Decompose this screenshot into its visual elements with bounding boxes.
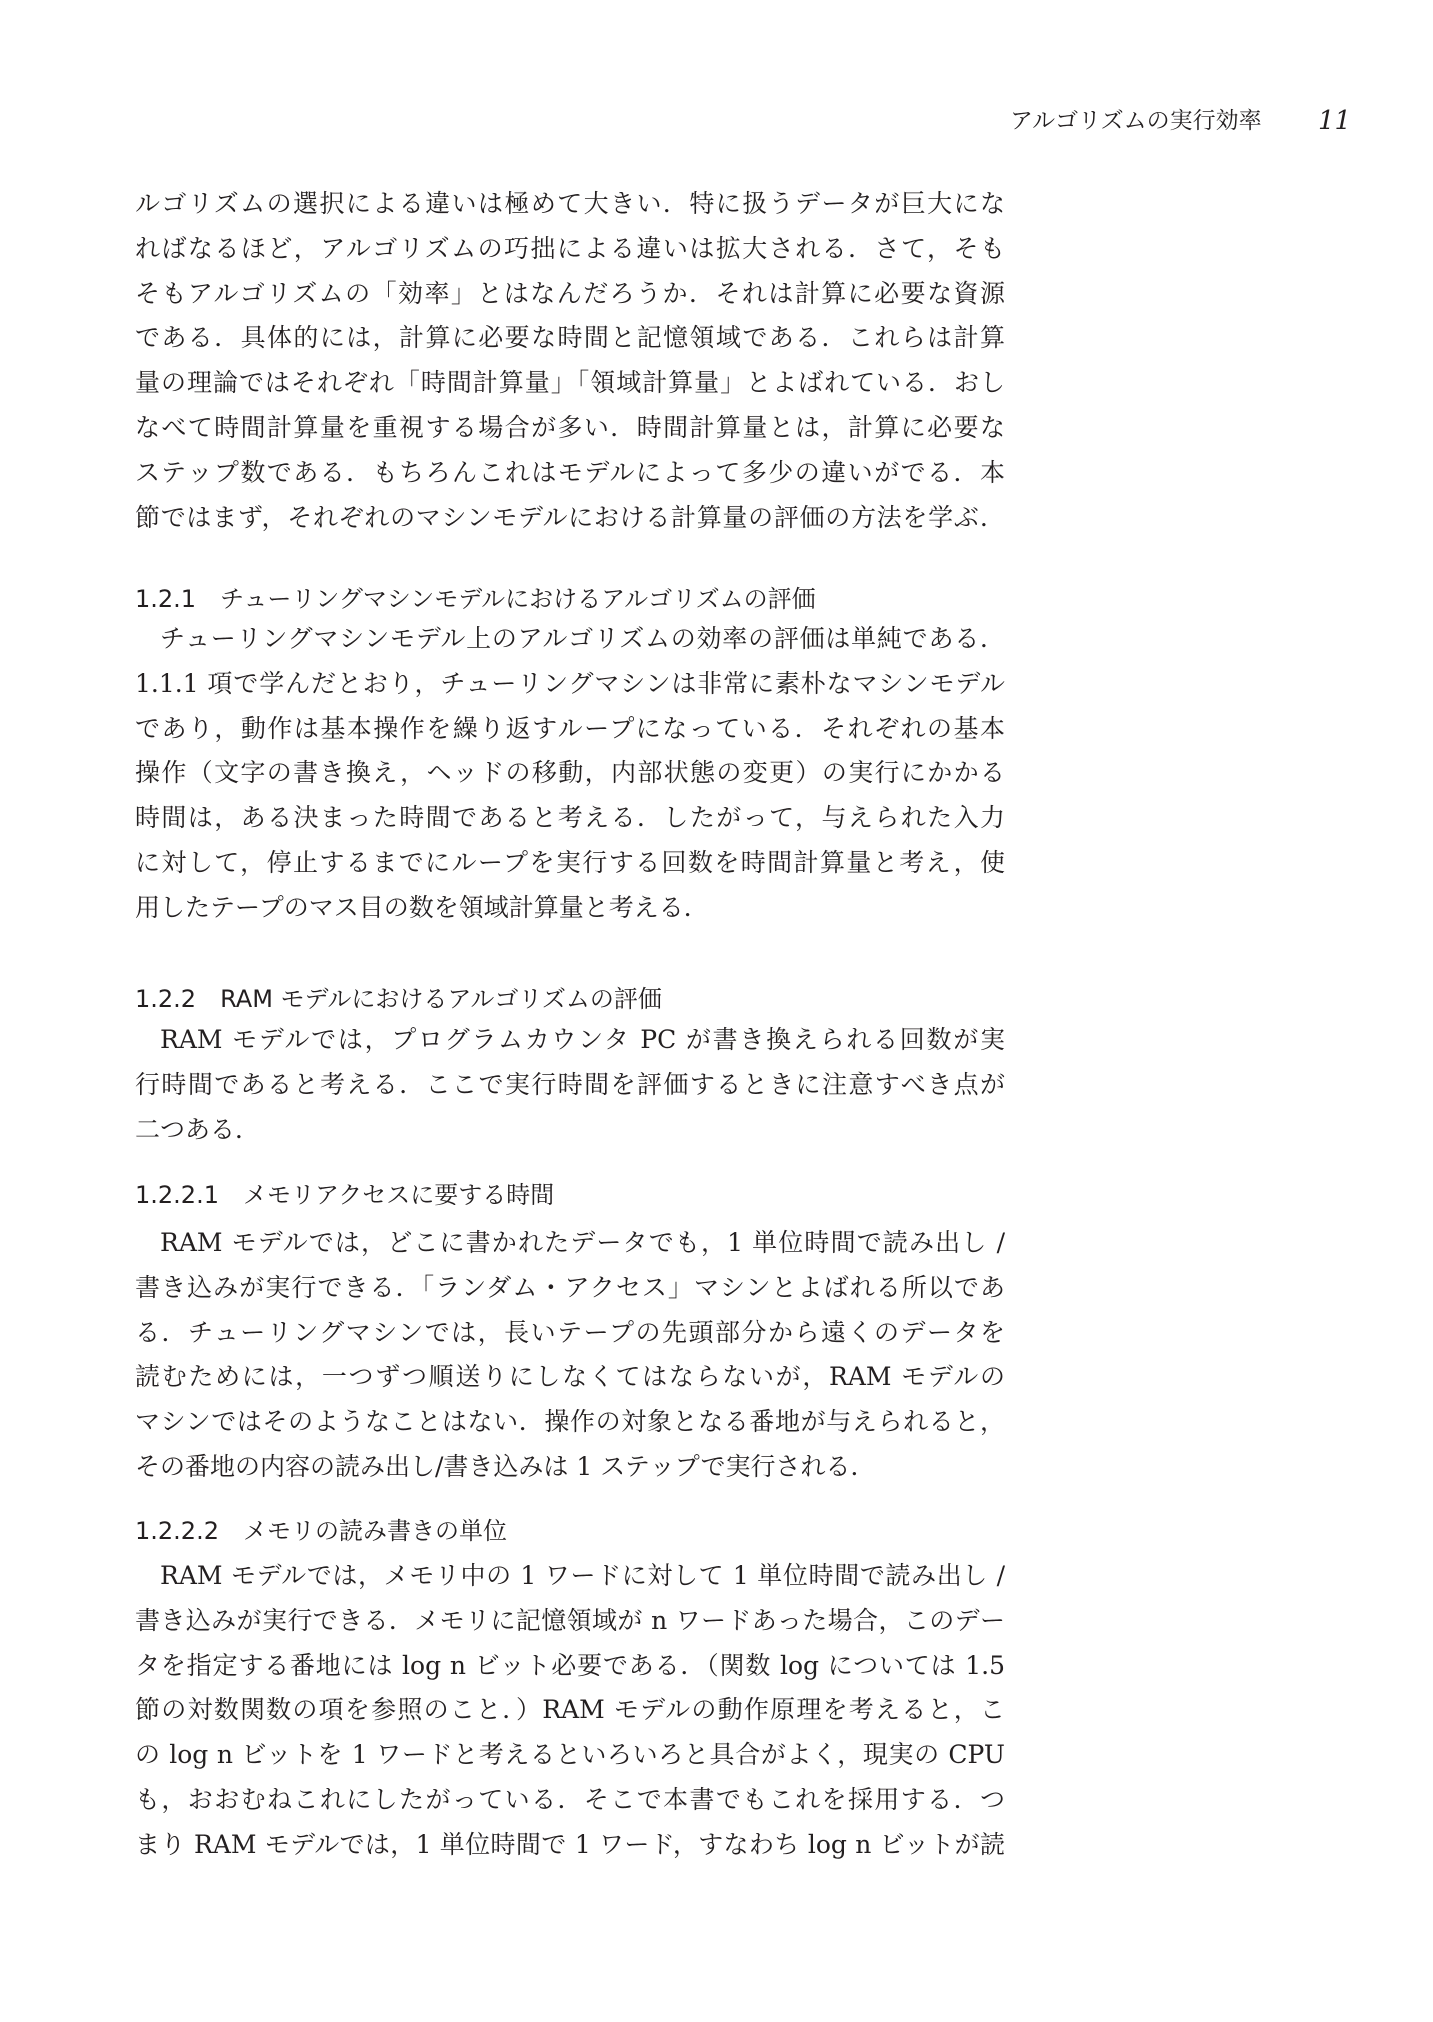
section-title: チューリングマシンモデルにおけるアルゴリズムの評価 <box>220 585 816 613</box>
section-number: 1.2.2.2 <box>135 1517 219 1545</box>
body-line: 操作（文字の書き換え，ヘッドの移動，内部状態の変更）の実行にかかる <box>135 758 1005 788</box>
body-line: マシンではそのようなことはない．操作の対象となる番地が与えられると， <box>135 1407 1005 1437</box>
section-heading-1-2-1 <box>135 577 1005 622</box>
body-line: に対して，停止するまでにループを実行する回数を時間計算量と考え，使 <box>135 847 1005 877</box>
section-title: RAM モデルにおけるアルゴリズムの評価 <box>220 985 662 1013</box>
body-line: 書き込みが実行できる．「ランダム・アクセス」マシンとよばれる所以であ <box>135 1272 1005 1302</box>
body-line: も，おおむねこれにしたがっている．そこで本書でもこれを採用する．つ <box>135 1784 1005 1814</box>
body-line: る．チューリングマシンでは，長いテープの先頭部分から遠くのデータを <box>135 1317 1005 1347</box>
body-line: まり RAM モデルでは，1 単位時間で 1 ワード，すなわち log n ビットが読 <box>135 1829 1005 1859</box>
body-line: 節ではまず，それぞれのマシンモデルにおける計算量の評価の方法を学ぶ． <box>135 502 1005 532</box>
page-number: 11 <box>1318 106 1352 136</box>
intro-paragraph <box>135 182 1005 540</box>
paragraph <box>135 1554 1005 1868</box>
section-number: 1.2.2.1 <box>135 1181 219 1209</box>
running-title: アルゴリズムの実行効率 <box>1010 108 1262 134</box>
body-line: 書き込みが実行できる．メモリに記憶領域が n ワードあった場合，このデー <box>135 1605 1005 1635</box>
body-line: RAM モデルでは，どこに書かれたデータでも，1 単位時間で読み出し / <box>160 1228 1005 1257</box>
body-line: である．具体的には，計算に必要な時間と記憶領域である．これらは計算 <box>135 323 1005 353</box>
body-line: チューリングマシンモデル上のアルゴリズムの効率の評価は単純である． <box>160 624 1005 653</box>
section-heading-1-2-2 <box>135 977 1005 1022</box>
body-line: 行時間であると考える．ここで実行時間を評価するときに注意すべき点が <box>135 1069 1005 1099</box>
body-line: 読むためには，一つずつ順送りにしなくてはならないが，RAM モデルの <box>135 1362 1005 1392</box>
body-line: RAM モデルでは，メモリ中の 1 ワードに対して 1 単位時間で読み出し / <box>160 1561 1005 1590</box>
paragraph <box>135 1018 1005 1152</box>
section-title: メモリの読み書きの単位 <box>242 1517 507 1545</box>
body-line: 節の対数関数の項を参照のこと．）RAM モデルの動作原理を考えると，こ <box>135 1695 1005 1725</box>
body-line: の log n ビットを 1 ワードと考えるといろいろと具合がよく，現実の CPU <box>135 1740 1005 1770</box>
body-line: であり，動作は基本操作を繰り返すループになっている．それぞれの基本 <box>135 713 1005 743</box>
section-heading-1-2-2-2 <box>135 1509 1005 1554</box>
body-line: 用したテープのマス目の数を領域計算量と考える． <box>135 892 709 922</box>
body-line: ステップ数である．もちろんこれはモデルによって多少の違いがでる．本 <box>135 457 1005 487</box>
paragraph <box>135 617 1005 931</box>
section-number: 1.2.1 <box>135 585 197 613</box>
body-line: 二つある． <box>135 1114 261 1144</box>
body-line: なべて時間計算量を重視する場合が多い．時間計算量とは，計算に必要な <box>135 412 1005 442</box>
body-line: 1.1.1 項で学んだとおり，チューリングマシンは非常に素朴なマシンモデル <box>135 668 1005 698</box>
section-title: メモリアクセスに要する時間 <box>242 1181 555 1209</box>
paragraph <box>135 1221 1005 1490</box>
body-line: ればなるほど，アルゴリズムの巧拙による違いは拡大される．さて，そも <box>135 233 1005 263</box>
section-number: 1.2.2 <box>135 985 197 1013</box>
body-line: その番地の内容の読み出し/書き込みは 1 ステップで実行される． <box>135 1451 876 1481</box>
body-line: RAM モデルでは，プログラムカウンタ PC が書き換えられる回数が実 <box>160 1025 1005 1054</box>
section-heading-1-2-2-1 <box>135 1173 1005 1218</box>
body-line: そもアルゴリズムの「効率」とはなんだろうか．それは計算に必要な資源 <box>135 278 1005 308</box>
body-line: 時間は，ある決まった時間であると考える．したがって，与えられた入力 <box>135 803 1005 833</box>
body-line: タを指定する番地には log n ビット必要である．（関数 log については 1.5 <box>135 1650 1005 1680</box>
body-line: ルゴリズムの選択による違いは極めて大きい．特に扱うデータが巨大にな <box>135 189 1005 218</box>
body-line: 量の理論ではそれぞれ「時間計算量」「領域計算量」とよばれている．おし <box>135 368 1005 398</box>
